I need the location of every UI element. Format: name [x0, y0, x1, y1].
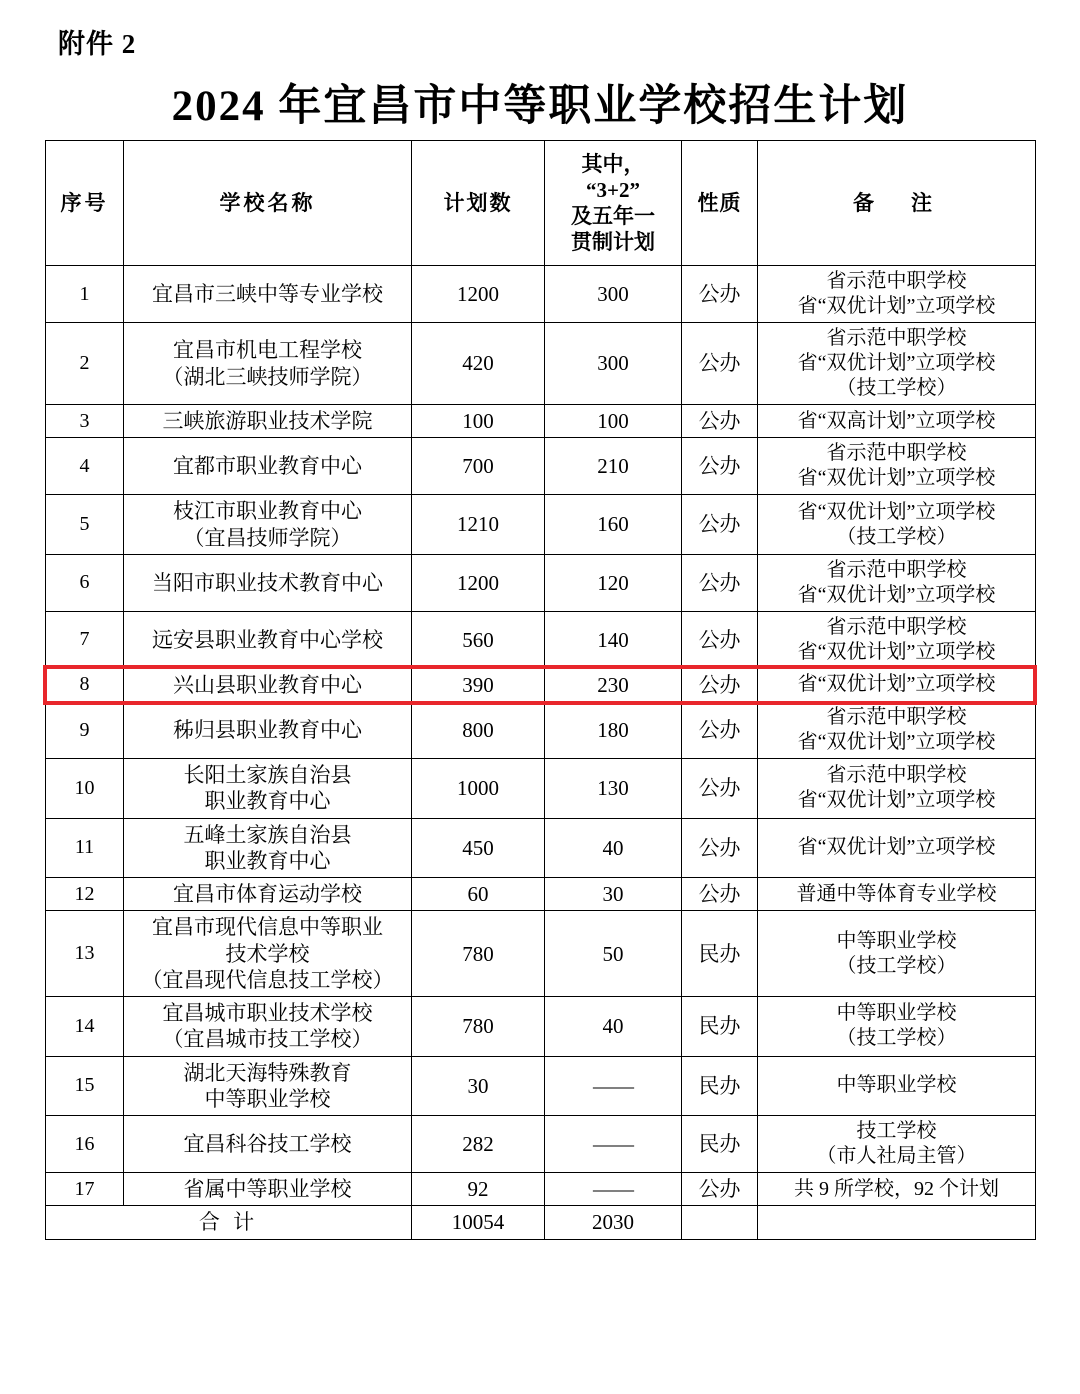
table-row	[46, 878, 1036, 911]
row-type: 公办	[682, 554, 758, 611]
row-note-line2: （技工学校）	[836, 954, 957, 977]
row-note	[758, 266, 1036, 323]
row-no: 6	[46, 554, 124, 611]
row-school-line1: 宜都市职业教育中心	[173, 454, 362, 479]
row-school	[124, 702, 412, 759]
row-type: 民办	[682, 1056, 758, 1116]
row-type: 民办	[682, 1116, 758, 1173]
row-no: 15	[46, 1056, 124, 1116]
row-note-line1: 省“双优计划”立项学校	[797, 500, 996, 523]
row-note	[758, 554, 1036, 611]
row-note-line2: （技工学校）	[836, 525, 957, 548]
row-plan: 450	[412, 818, 545, 878]
table-row	[46, 611, 1036, 668]
row-note	[758, 1173, 1036, 1206]
row-note-line1: 中等职业学校	[836, 1074, 957, 1097]
row-plan: 60	[412, 878, 545, 911]
row-note-line2: 省“双优计划”立项学校	[797, 352, 996, 374]
table-row	[46, 405, 1036, 438]
row-school-line1: 宜昌科谷技工学校	[183, 1131, 352, 1156]
row-note-line2: 省“双优计划”立项学校	[797, 731, 996, 753]
row-note	[758, 818, 1036, 878]
row-school	[124, 438, 412, 495]
row-school-line1: 远安县职业教育中心学校	[152, 627, 383, 652]
row-three-two: 100	[545, 405, 682, 438]
row-school-line1: 秭归县职业教育中心	[173, 717, 362, 742]
row-three-two: 180	[545, 702, 682, 759]
row-type: 公办	[682, 405, 758, 438]
header-three-two-plan	[545, 141, 682, 266]
row-note	[758, 759, 1036, 819]
row-school-line1: 兴山县职业教育中心	[173, 672, 362, 697]
row-three-two: 210	[545, 438, 682, 495]
row-no: 5	[46, 495, 124, 555]
plan-table-container	[45, 140, 1035, 1240]
row-school-line2: （湖北三峡技师学院）	[162, 364, 373, 389]
row-plan: 700	[412, 438, 545, 495]
row-note-line2: （市人社局主管）	[816, 1145, 977, 1167]
row-three-two: 130	[545, 759, 682, 819]
row-no: 8	[46, 668, 124, 701]
table-row	[46, 1056, 1036, 1116]
row-school-line1: 省属中等职业学校	[183, 1177, 352, 1201]
row-note-line1: 省示范中职学校	[826, 706, 967, 728]
row-school-line1: 湖北天海特殊教育	[183, 1060, 352, 1085]
row-school	[124, 759, 412, 819]
row-school-line2: 中等职业学校	[204, 1086, 331, 1111]
table-row	[46, 266, 1036, 323]
row-no: 11	[46, 818, 124, 878]
row-school	[124, 818, 412, 878]
row-three-two: 230	[545, 668, 682, 701]
total-plan: 10054	[412, 1206, 545, 1239]
row-school-line1: 枝江市职业教育中心	[173, 499, 362, 524]
row-three-two: 50	[545, 911, 682, 997]
row-three-two: 40	[545, 997, 682, 1057]
row-school	[124, 323, 412, 405]
page-title: 2024 年宜昌市中等职业学校招生计划	[171, 83, 909, 130]
row-school-line2: （宜昌城市技工学校）	[162, 1027, 373, 1052]
row-note	[758, 495, 1036, 555]
row-note	[758, 878, 1036, 911]
row-type: 公办	[682, 668, 758, 701]
row-note-line1: 省示范中职学校	[826, 558, 967, 581]
row-note-line1: 中等职业学校	[836, 1002, 957, 1025]
row-type: 公办	[682, 438, 758, 495]
row-school	[124, 997, 412, 1057]
row-three-two: 30	[545, 878, 682, 911]
header-plan-count: 计划数	[412, 141, 545, 266]
row-school	[124, 911, 412, 997]
row-note-line2: 省“双优计划”立项学校	[797, 295, 996, 317]
row-school-line1: 五峰土家族自治县	[183, 822, 352, 847]
row-school-line1: 宜昌市机电工程学校	[173, 338, 362, 363]
row-type: 公办	[682, 266, 758, 323]
row-note-line1: 省示范中职学校	[826, 442, 967, 465]
attachment-label: 附件 2	[58, 29, 137, 59]
row-three-two: 300	[545, 323, 682, 405]
total-three-two: 2030	[545, 1206, 682, 1239]
row-no: 4	[46, 438, 124, 495]
row-three-two: 300	[545, 266, 682, 323]
row-plan: 560	[412, 611, 545, 668]
row-note	[758, 611, 1036, 668]
table-row-highlighted	[46, 668, 1036, 701]
row-plan: 390	[412, 668, 545, 701]
header-three-two-line4: 贯制计划	[571, 230, 655, 255]
row-note	[758, 1056, 1036, 1116]
row-school-line2: 技术学校	[225, 941, 310, 966]
header-three-two-line2: “3+2”	[586, 177, 640, 202]
row-school	[124, 495, 412, 555]
row-school	[124, 1056, 412, 1116]
row-plan: 30	[412, 1056, 545, 1116]
row-note-line1: 省示范中职学校	[826, 270, 967, 292]
row-plan: 420	[412, 323, 545, 405]
row-plan: 1000	[412, 759, 545, 819]
row-three-two: 120	[545, 554, 682, 611]
table-row	[46, 323, 1036, 405]
table-total-row	[46, 1206, 1036, 1239]
table-row	[46, 759, 1036, 819]
header-type: 性质	[682, 141, 758, 266]
table-row	[46, 1173, 1036, 1206]
row-three-two: 140	[545, 611, 682, 668]
row-type: 公办	[682, 818, 758, 878]
row-plan: 282	[412, 1116, 545, 1173]
row-note-line2: 省“双优计划”立项学校	[797, 789, 996, 812]
row-type: 公办	[682, 495, 758, 555]
row-note	[758, 911, 1036, 997]
row-no: 14	[46, 997, 124, 1057]
row-note-line1: 技工学校	[856, 1120, 937, 1142]
row-note-line2: 省“双优计划”立项学校	[797, 583, 996, 606]
row-school	[124, 1116, 412, 1173]
header-school-name: 学校名称	[124, 141, 412, 266]
row-note-line2: 省“双优计划”立项学校	[797, 467, 996, 490]
row-school-line1: 宜昌市现代信息中等职业	[152, 915, 383, 940]
row-type: 公办	[682, 1173, 758, 1206]
row-school	[124, 1173, 412, 1206]
row-school-line2: 职业教育中心	[204, 848, 331, 873]
row-no: 7	[46, 611, 124, 668]
enrollment-plan-table	[45, 140, 1036, 1240]
row-three-two: ——	[545, 1116, 682, 1173]
total-note	[758, 1206, 1036, 1239]
row-three-two: ——	[545, 1173, 682, 1206]
row-type: 民办	[682, 911, 758, 997]
table-row	[46, 495, 1036, 555]
header-three-two-line1: 其中，	[581, 151, 645, 176]
row-note	[758, 438, 1036, 495]
row-school-line1: 宜昌市三峡中等专业学校	[152, 281, 383, 306]
row-type: 公办	[682, 759, 758, 819]
row-note-line1: 省示范中职学校	[826, 615, 967, 638]
row-note-line1: 中等职业学校	[836, 929, 957, 952]
row-school	[124, 878, 412, 911]
row-note	[758, 323, 1036, 405]
row-plan: 1200	[412, 266, 545, 323]
row-no: 9	[46, 702, 124, 759]
row-school	[124, 405, 412, 438]
total-label: 合 计	[46, 1206, 412, 1239]
row-note-line1: 省示范中职学校	[826, 327, 967, 349]
row-note	[758, 702, 1036, 759]
row-three-two: ——	[545, 1056, 682, 1116]
row-school-line1: 长阳土家族自治县	[183, 763, 352, 787]
row-note-line2: （技工学校）	[836, 1027, 957, 1050]
row-type: 公办	[682, 323, 758, 405]
row-plan: 1210	[412, 495, 545, 555]
header-no: 序号	[46, 141, 124, 266]
row-three-two: 40	[545, 818, 682, 878]
row-no: 13	[46, 911, 124, 997]
row-plan: 800	[412, 702, 545, 759]
total-type	[682, 1206, 758, 1239]
row-no: 2	[46, 323, 124, 405]
row-school	[124, 266, 412, 323]
row-note-line1: 普通中等体育专业学校	[796, 882, 997, 905]
row-school-line3: （宜昌现代信息技工学校）	[141, 967, 394, 992]
row-plan: 92	[412, 1173, 545, 1206]
row-no: 10	[46, 759, 124, 819]
table-row	[46, 554, 1036, 611]
row-school	[124, 611, 412, 668]
table-row	[46, 1116, 1036, 1173]
table-row	[46, 438, 1036, 495]
row-plan: 1200	[412, 554, 545, 611]
row-type: 公办	[682, 878, 758, 911]
row-note	[758, 405, 1036, 438]
table-header-row	[46, 141, 1036, 266]
table-row	[46, 911, 1036, 997]
row-school-line1: 宜昌市体育运动学校	[173, 882, 362, 906]
row-plan: 100	[412, 405, 545, 438]
table-row	[46, 997, 1036, 1057]
row-school-line1: 宜昌城市职业技术学校	[162, 1001, 373, 1025]
table-row	[46, 702, 1036, 759]
header-note: 备 注	[758, 141, 1036, 266]
row-note-line3: （技工学校）	[836, 377, 957, 399]
row-plan: 780	[412, 911, 545, 997]
row-note-line1: 省“双优计划”立项学校	[797, 836, 996, 859]
row-school	[124, 668, 412, 701]
row-school-line2: （宜昌技师学院）	[183, 525, 352, 550]
row-no: 17	[46, 1173, 124, 1206]
row-no: 12	[46, 878, 124, 911]
row-school-line1: 三峡旅游职业技术学院	[162, 409, 373, 433]
row-no: 16	[46, 1116, 124, 1173]
table-body	[46, 266, 1036, 1240]
row-type: 公办	[682, 702, 758, 759]
row-note-line1: 省“双高计划”立项学校	[797, 409, 996, 432]
row-three-two: 160	[545, 495, 682, 555]
row-type: 公办	[682, 611, 758, 668]
row-school	[124, 554, 412, 611]
row-note-line1: 共 9 所学校，92 个计划	[794, 1177, 999, 1200]
row-type: 民办	[682, 997, 758, 1057]
row-plan: 780	[412, 997, 545, 1057]
row-no: 3	[46, 405, 124, 438]
row-note-line2: 省“双优计划”立项学校	[797, 640, 996, 663]
header-three-two-line3: 及五年一	[571, 204, 655, 228]
row-note-line1: 省“双优计划”立项学校	[797, 673, 996, 696]
row-school-line1: 当阳市职业技术教育中心	[152, 570, 383, 595]
table-row	[46, 818, 1036, 878]
row-note	[758, 997, 1036, 1057]
row-no: 1	[46, 266, 124, 323]
row-school-line2: 职业教育中心	[204, 789, 331, 814]
row-note	[758, 1116, 1036, 1173]
row-note	[758, 668, 1036, 701]
row-note-line1: 省示范中职学校	[826, 764, 967, 787]
